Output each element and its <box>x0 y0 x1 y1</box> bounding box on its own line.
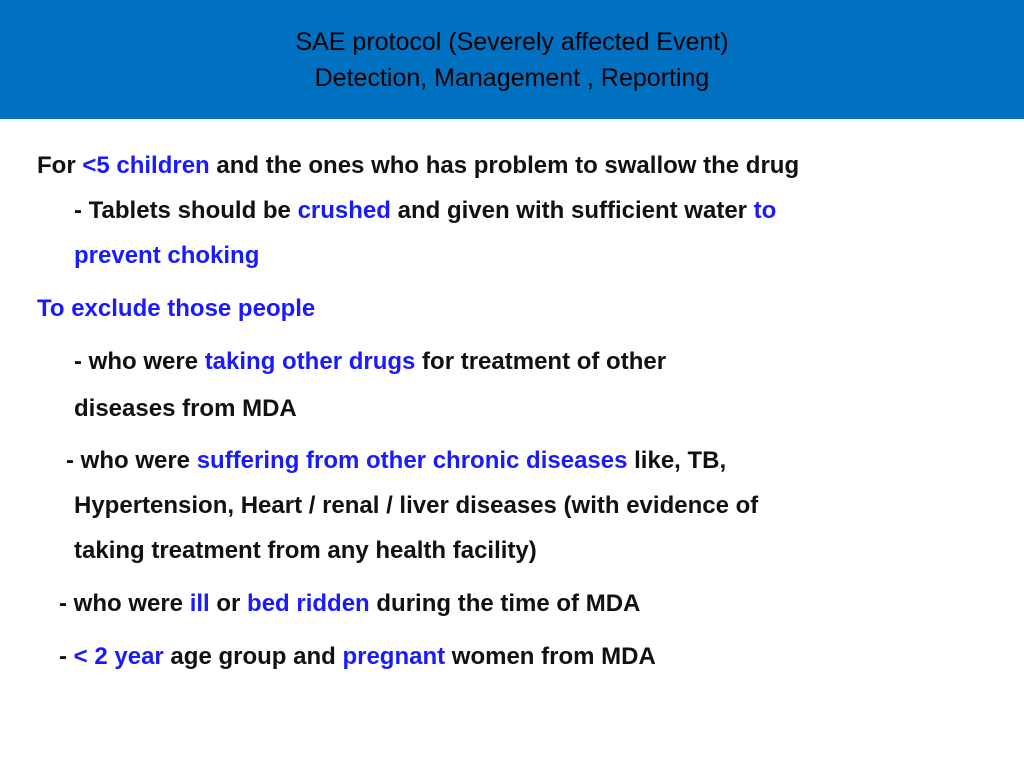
bullet-chronic-diseases-cont-1 <box>74 491 758 521</box>
bullet-other-drugs <box>74 347 666 377</box>
highlight-ill: ill <box>189 590 210 617</box>
highlight-taking-other-drugs: taking other drugs <box>204 348 416 375</box>
text-run: - Tablets should be <box>74 197 298 224</box>
text-run: women from MDA <box>445 643 656 670</box>
highlight-crushed: crushed <box>297 197 391 224</box>
text-run: like, TB, <box>627 447 727 474</box>
text-run: and given with sufficient water <box>390 197 754 224</box>
slide-body <box>0 119 1024 768</box>
text-run: - who were <box>59 590 190 617</box>
highlight-to: to <box>753 197 777 224</box>
text-run: during the time of MDA <box>369 590 641 617</box>
slide-title-line-1: SAE protocol (Severely affected Event) <box>295 27 729 56</box>
bullet-under-2-pregnant <box>59 642 656 672</box>
highlight-under-5-children: <5 children <box>82 152 210 179</box>
text-run: taking treatment from any health facility) <box>74 537 537 564</box>
highlight-under-2-year: < 2 year <box>73 643 164 670</box>
text-run: age group and <box>163 643 343 670</box>
highlight-pregnant: pregnant <box>342 643 446 670</box>
bullet-tablets-crushed-cont <box>74 241 259 271</box>
text-run: for treatment of other <box>415 348 667 375</box>
text-run: or <box>209 590 248 617</box>
slide-title-line-2: Detection, Management , Reporting <box>314 63 710 92</box>
text-run: - <box>59 643 74 670</box>
title-banner <box>0 0 1024 119</box>
text-run: For <box>37 152 83 179</box>
highlight-bed-ridden: bed ridden <box>247 590 370 617</box>
bullet-tablets-crushed <box>74 196 776 226</box>
text-run: Hypertension, Heart / renal / liver diseases (with evidence of <box>74 492 759 519</box>
text-run: - who were <box>66 447 197 474</box>
text-run: diseases from MDA <box>74 395 297 422</box>
bullet-other-drugs-cont <box>74 394 297 424</box>
highlight-prevent-choking: prevent choking <box>74 242 260 269</box>
bullet-ill-bed-ridden <box>59 589 640 619</box>
paragraph-under-5-children <box>37 151 799 181</box>
bullet-chronic-diseases <box>66 446 726 476</box>
text-run: and the ones who has problem to swallow the drug <box>209 152 800 179</box>
heading-to-exclude: To exclude those people <box>37 295 316 322</box>
bullet-chronic-diseases-cont-2 <box>74 536 537 566</box>
text-run: - who were <box>74 348 205 375</box>
highlight-chronic-diseases: suffering from other chronic diseases <box>196 447 628 474</box>
